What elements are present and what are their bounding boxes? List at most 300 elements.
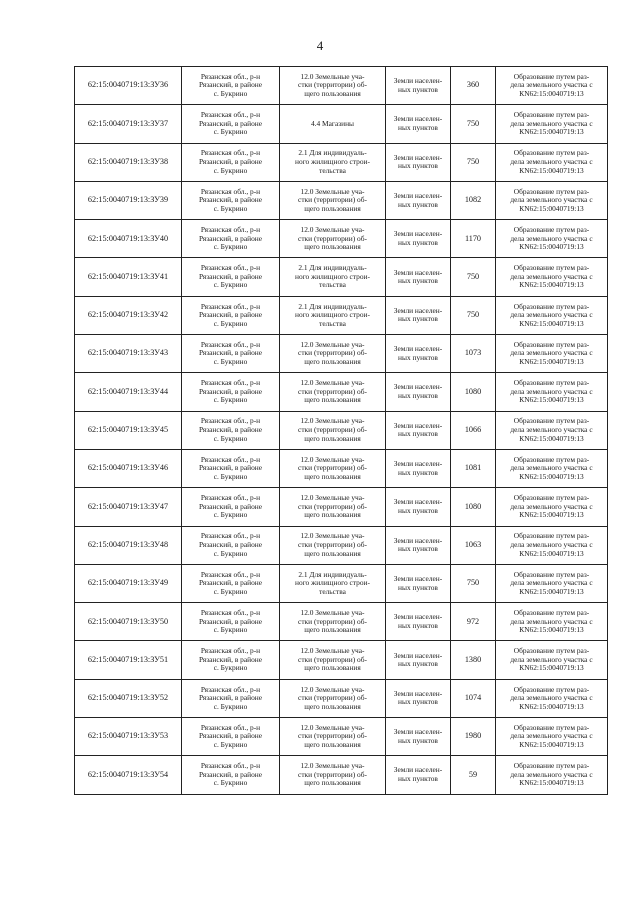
formation-method-cell-line: Образование путем раз- xyxy=(513,186,590,196)
formation-method-cell xyxy=(496,373,608,411)
permitted-use-cell-line: щего пользования xyxy=(304,88,361,98)
address-cell-line: Рязанская обл., р-н xyxy=(200,186,261,196)
land-category-cell-line: ных пунктов xyxy=(398,84,438,94)
permitted-use-cell-line: 12.0 Земельные уча- xyxy=(300,607,365,617)
permitted-use-cell xyxy=(280,564,386,602)
address-cell xyxy=(182,679,280,717)
formation-method-cell-line: КN62:15:0040719:13 xyxy=(519,663,584,673)
formation-method-cell-line: КN62:15:0040719:13 xyxy=(519,242,584,252)
permitted-use-cell-line: щего пользования xyxy=(304,778,361,788)
permitted-use-cell-line: 12.0 Земельные уча- xyxy=(300,224,365,234)
land-category-cell xyxy=(386,220,451,258)
formation-method-cell xyxy=(496,526,608,564)
formation-method-cell-line: Образование путем раз- xyxy=(513,493,590,503)
address-cell xyxy=(182,143,280,181)
address-cell-line: Рязанский, в районе xyxy=(198,731,263,741)
land-category-cell-line: ных пунктов xyxy=(398,276,438,286)
address-cell-line: Рязанская обл., р-н xyxy=(200,263,261,273)
land-category-cell-line: Земли населен- xyxy=(393,612,443,622)
address-cell-line: с. Букрино xyxy=(213,88,248,98)
address-cell xyxy=(182,756,280,794)
address-cell-line: с. Букрино xyxy=(213,586,248,596)
permitted-use-cell-line: стки (территории) об- xyxy=(298,731,367,741)
land-category-cell-line: ных пунктов xyxy=(398,659,438,669)
cadastral-number-cell: 62:15:0040719:13:ЗУ36 xyxy=(75,67,182,105)
land-category-cell xyxy=(386,564,451,602)
permitted-use-cell xyxy=(280,373,386,411)
land-category-cell xyxy=(386,641,451,679)
address-cell-line: с. Букрино xyxy=(213,395,248,405)
permitted-use-cell-line: щего пользования xyxy=(304,433,361,443)
land-category-cell-line: ных пунктов xyxy=(398,161,438,171)
cadastral-number-cell: 62:15:0040719:13:ЗУ52 xyxy=(75,679,182,717)
formation-method-cell-line: Образование путем раз- xyxy=(513,378,590,388)
formation-method-cell-line: дела земельного участка с xyxy=(510,463,593,473)
cadastral-number-cell: 62:15:0040719:13:ЗУ46 xyxy=(75,449,182,487)
table-row xyxy=(75,679,608,717)
land-category-cell-line: Земли населен- xyxy=(393,76,443,86)
permitted-use-cell-line: 12.0 Земельные уча- xyxy=(300,646,365,656)
land-category-cell-line: Земли населен- xyxy=(393,459,443,469)
permitted-use-cell-line: стки (территории) об- xyxy=(298,233,367,243)
land-category-cell-line: Земли населен- xyxy=(393,727,443,737)
permitted-use-cell-line: 2.1 Для индивидуаль- xyxy=(298,301,367,311)
formation-method-cell-line: Образование путем раз- xyxy=(513,684,590,694)
formation-method-cell-line: Образование путем раз- xyxy=(513,224,590,234)
address-cell-line: Рязанская обл., р-н xyxy=(200,646,261,656)
permitted-use-cell xyxy=(280,449,386,487)
permitted-use-cell-line: щего пользования xyxy=(304,739,361,749)
land-category-cell-line: Земли населен- xyxy=(393,229,443,239)
formation-method-cell-line: дела земельного участка с xyxy=(510,386,593,396)
area-cell: 360 xyxy=(451,67,496,105)
area-cell: 1074 xyxy=(451,679,496,717)
formation-method-cell xyxy=(496,756,608,794)
area-cell: 1170 xyxy=(451,220,496,258)
address-cell-line: Рязанский, в районе xyxy=(198,654,263,664)
address-cell-line: Рязанский, в районе xyxy=(198,195,263,205)
address-cell-line: Рязанский, в районе xyxy=(198,80,263,90)
formation-method-cell-line: КN62:15:0040719:13 xyxy=(519,471,584,481)
permitted-use-cell-line: стки (территории) об- xyxy=(298,195,367,205)
formation-method-cell-line: дела земельного участка с xyxy=(510,233,593,243)
permitted-use-cell-line: щего пользования xyxy=(304,701,361,711)
formation-method-cell-line: Образование путем раз- xyxy=(513,607,590,617)
formation-method-cell-line: КN62:15:0040719:13 xyxy=(519,280,584,290)
address-cell-line: Рязанская обл., р-н xyxy=(200,531,261,541)
address-cell-line: с. Букрино xyxy=(213,433,248,443)
permitted-use-cell xyxy=(280,641,386,679)
permitted-use-cell-line: щего пользования xyxy=(304,510,361,520)
permitted-use-cell xyxy=(280,296,386,334)
land-category-cell xyxy=(386,679,451,717)
address-cell-line: Рязанский, в районе xyxy=(198,539,263,549)
land-category-cell-line: Земли населен- xyxy=(393,535,443,545)
address-cell xyxy=(182,718,280,756)
permitted-use-cell-line: ного жилищного строи- xyxy=(295,156,370,166)
land-category-cell xyxy=(386,603,451,641)
address-cell-line: Рязанский, в районе xyxy=(198,156,263,166)
address-cell-line: с. Букрино xyxy=(213,165,248,175)
address-cell-line: Рязанский, в районе xyxy=(198,310,263,320)
formation-method-cell-line: КN62:15:0040719:13 xyxy=(519,778,584,788)
land-category-cell-line: Земли населен- xyxy=(393,114,443,124)
formation-method-cell-line: КN62:15:0040719:13 xyxy=(519,203,584,213)
formation-method-cell-line: КN62:15:0040719:13 xyxy=(519,88,584,98)
formation-method-cell xyxy=(496,718,608,756)
formation-method-cell-line: дела земельного участка с xyxy=(510,654,593,664)
land-category-cell xyxy=(386,756,451,794)
permitted-use-cell-line: 12.0 Земельные уча- xyxy=(300,71,365,81)
address-cell-line: Рязанский, в районе xyxy=(198,693,263,703)
area-cell: 1066 xyxy=(451,411,496,449)
cadastral-number-cell: 62:15:0040719:13:ЗУ47 xyxy=(75,488,182,526)
address-cell xyxy=(182,105,280,143)
land-category-cell-line: ных пунктов xyxy=(398,199,438,209)
area-cell: 1082 xyxy=(451,181,496,219)
cadastral-number-cell: 62:15:0040719:13:ЗУ44 xyxy=(75,373,182,411)
permitted-use-cell-line: ного жилищного строи- xyxy=(295,310,370,320)
formation-method-cell-line: КN62:15:0040719:13 xyxy=(519,739,584,749)
land-category-cell-line: ных пунктов xyxy=(398,544,438,554)
formation-method-cell-line: дела земельного участка с xyxy=(510,425,593,435)
permitted-use-cell-line: стки (территории) об- xyxy=(298,348,367,358)
formation-method-cell-line: Образование путем раз- xyxy=(513,531,590,541)
land-category-cell xyxy=(386,143,451,181)
permitted-use-cell-line: тельства xyxy=(319,165,346,175)
address-cell xyxy=(182,564,280,602)
permitted-use-cell-line: стки (территории) об- xyxy=(298,425,367,435)
table-row xyxy=(75,641,608,679)
area-cell: 1080 xyxy=(451,373,496,411)
permitted-use-cell-line: 12.0 Земельные уча- xyxy=(300,454,365,464)
table-row xyxy=(75,603,608,641)
permitted-use-cell-line: ного жилищного строи- xyxy=(295,578,370,588)
formation-method-cell xyxy=(496,603,608,641)
land-category-cell-line: ных пунктов xyxy=(398,735,438,745)
land-category-cell-line: Земли населен- xyxy=(393,344,443,354)
address-cell-line: с. Букрино xyxy=(213,357,248,367)
permitted-use-cell xyxy=(280,526,386,564)
cadastral-number-cell: 62:15:0040719:13:ЗУ42 xyxy=(75,296,182,334)
land-category-cell xyxy=(386,296,451,334)
land-category-cell-line: ных пунктов xyxy=(398,773,438,783)
permitted-use-cell-line: щего пользования xyxy=(304,357,361,367)
permitted-use-cell-line: щего пользования xyxy=(304,663,361,673)
formation-method-cell-line: КN62:15:0040719:13 xyxy=(519,625,584,635)
area-cell: 750 xyxy=(451,105,496,143)
formation-method-cell-line: КN62:15:0040719:13 xyxy=(519,395,584,405)
formation-method-cell-line: КN62:15:0040719:13 xyxy=(519,433,584,443)
permitted-use-cell-line: 12.0 Земельные уча- xyxy=(300,416,365,426)
land-category-cell-line: Земли населен- xyxy=(393,305,443,315)
formation-method-cell xyxy=(496,296,608,334)
formation-method-cell-line: Образование путем раз- xyxy=(513,339,590,349)
area-cell: 972 xyxy=(451,603,496,641)
cadastral-number-cell: 62:15:0040719:13:ЗУ39 xyxy=(75,181,182,219)
address-cell-line: Рязанский, в районе xyxy=(198,271,263,281)
land-category-cell xyxy=(386,105,451,143)
address-cell xyxy=(182,181,280,219)
permitted-use-cell-line: ного жилищного строи- xyxy=(295,271,370,281)
permitted-use-cell xyxy=(280,756,386,794)
cadastral-number-cell: 62:15:0040719:13:ЗУ54 xyxy=(75,756,182,794)
permitted-use-cell-line: 12.0 Земельные уча- xyxy=(300,761,365,771)
permitted-use-cell xyxy=(280,679,386,717)
formation-method-cell-line: КN62:15:0040719:13 xyxy=(519,586,584,596)
land-category-cell xyxy=(386,488,451,526)
permitted-use-cell-line: щего пользования xyxy=(304,395,361,405)
formation-method-cell-line: Образование путем раз- xyxy=(513,301,590,311)
formation-method-cell-line: КN62:15:0040719:13 xyxy=(519,165,584,175)
permitted-use-cell-line: щего пользования xyxy=(304,242,361,252)
address-cell-line: с. Букрино xyxy=(213,203,248,213)
formation-method-cell xyxy=(496,335,608,373)
formation-method-cell-line: дела земельного участка с xyxy=(510,156,593,166)
permitted-use-cell-line: 12.0 Земельные уча- xyxy=(300,339,365,349)
permitted-use-cell xyxy=(280,67,386,105)
permitted-use-cell-line: 12.0 Земельные уча- xyxy=(300,722,365,732)
formation-method-cell-line: дела земельного участка с xyxy=(510,616,593,626)
address-cell-line: Рязанская обл., р-н xyxy=(200,378,261,388)
formation-method-cell xyxy=(496,488,608,526)
permitted-use-cell-line: 2.1 Для индивидуаль- xyxy=(298,148,367,158)
land-category-cell-line: ных пунктов xyxy=(398,697,438,707)
formation-method-cell-line: КN62:15:0040719:13 xyxy=(519,318,584,328)
land-category-cell xyxy=(386,411,451,449)
area-cell: 750 xyxy=(451,143,496,181)
cadastral-number-cell: 62:15:0040719:13:ЗУ49 xyxy=(75,564,182,602)
area-cell: 59 xyxy=(451,756,496,794)
formation-method-cell-line: дела земельного участка с xyxy=(510,271,593,281)
area-cell: 1980 xyxy=(451,718,496,756)
address-cell-line: Рязанская обл., р-н xyxy=(200,339,261,349)
table-row xyxy=(75,258,608,296)
formation-method-cell xyxy=(496,258,608,296)
formation-method-cell-line: Образование путем раз- xyxy=(513,148,590,158)
permitted-use-cell-line: стки (территории) об- xyxy=(298,386,367,396)
permitted-use-cell xyxy=(280,411,386,449)
land-category-cell xyxy=(386,258,451,296)
address-cell-line: Рязанский, в районе xyxy=(198,616,263,626)
address-cell-line: с. Букрино xyxy=(213,127,248,137)
address-cell xyxy=(182,411,280,449)
address-cell-line: с. Букрино xyxy=(213,318,248,328)
table-row xyxy=(75,411,608,449)
permitted-use-cell-line: стки (территории) об- xyxy=(298,769,367,779)
formation-method-cell-line: дела земельного участка с xyxy=(510,310,593,320)
land-category-cell-line: ных пунктов xyxy=(398,391,438,401)
permitted-use-cell xyxy=(280,258,386,296)
table-row xyxy=(75,296,608,334)
permitted-use-cell-line: 2.1 Для индивидуаль- xyxy=(298,569,367,579)
address-cell-line: Рязанская обл., р-н xyxy=(200,416,261,426)
permitted-use-cell-line: 12.0 Земельные уча- xyxy=(300,493,365,503)
permitted-use-cell xyxy=(280,181,386,219)
permitted-use-cell-line: тельства xyxy=(319,280,346,290)
address-cell-line: с. Букрино xyxy=(213,663,248,673)
permitted-use-cell-line: стки (территории) об- xyxy=(298,539,367,549)
address-cell-line: с. Букрино xyxy=(213,701,248,711)
land-category-cell xyxy=(386,67,451,105)
land-category-cell-line: ных пунктов xyxy=(398,352,438,362)
formation-method-cell xyxy=(496,181,608,219)
table-row xyxy=(75,564,608,602)
permitted-use-cell-line: 12.0 Земельные уча- xyxy=(300,186,365,196)
formation-method-cell-line: Образование путем раз- xyxy=(513,110,590,120)
table-row xyxy=(75,488,608,526)
formation-method-cell-line: Образование путем раз- xyxy=(513,646,590,656)
cadastral-number-cell: 62:15:0040719:13:ЗУ48 xyxy=(75,526,182,564)
permitted-use-cell-line: стки (территории) об- xyxy=(298,463,367,473)
table-row xyxy=(75,756,608,794)
address-cell-line: Рязанская обл., р-н xyxy=(200,110,261,120)
address-cell-line: Рязанская обл., р-н xyxy=(200,224,261,234)
formation-method-cell xyxy=(496,679,608,717)
address-cell-line: с. Букрино xyxy=(213,510,248,520)
permitted-use-cell-line: тельства xyxy=(319,586,346,596)
address-cell-line: с. Букрино xyxy=(213,739,248,749)
address-cell-line: с. Букрино xyxy=(213,242,248,252)
permitted-use-cell-line: стки (территории) об- xyxy=(298,80,367,90)
formation-method-cell-line: Образование путем раз- xyxy=(513,569,590,579)
table-row xyxy=(75,449,608,487)
address-cell xyxy=(182,641,280,679)
land-category-cell-line: ных пунктов xyxy=(398,122,438,132)
area-cell: 1080 xyxy=(451,488,496,526)
formation-method-cell-line: Образование путем раз- xyxy=(513,454,590,464)
land-category-cell-line: Земли населен- xyxy=(393,688,443,698)
address-cell xyxy=(182,373,280,411)
permitted-use-cell-line: стки (территории) об- xyxy=(298,654,367,664)
address-cell-line: Рязанская обл., р-н xyxy=(200,684,261,694)
table-row xyxy=(75,181,608,219)
address-cell xyxy=(182,220,280,258)
permitted-use-cell-line: 2.1 Для индивидуаль- xyxy=(298,263,367,273)
address-cell-line: с. Букрино xyxy=(213,548,248,558)
formation-method-cell-line: Образование путем раз- xyxy=(513,71,590,81)
address-cell-line: с. Букрино xyxy=(213,471,248,481)
land-category-cell-line: ных пунктов xyxy=(398,582,438,592)
address-cell xyxy=(182,258,280,296)
formation-method-cell-line: дела земельного участка с xyxy=(510,578,593,588)
table-row xyxy=(75,373,608,411)
formation-method-cell-line: КN62:15:0040719:13 xyxy=(519,548,584,558)
land-category-cell xyxy=(386,718,451,756)
formation-method-cell-line: Образование путем раз- xyxy=(513,263,590,273)
land-category-cell-line: Земли населен- xyxy=(393,650,443,660)
area-cell: 1073 xyxy=(451,335,496,373)
formation-method-cell xyxy=(496,105,608,143)
area-cell: 750 xyxy=(451,296,496,334)
formation-method-cell-line: дела земельного участка с xyxy=(510,195,593,205)
page-number: 4 xyxy=(316,38,324,53)
land-category-cell-line: ных пунктов xyxy=(398,429,438,439)
permitted-use-cell-line: стки (территории) об- xyxy=(298,693,367,703)
area-cell: 1063 xyxy=(451,526,496,564)
address-cell-line: Рязанская обл., р-н xyxy=(200,454,261,464)
formation-method-cell-line: КN62:15:0040719:13 xyxy=(519,127,584,137)
permitted-use-cell xyxy=(280,335,386,373)
address-cell xyxy=(182,67,280,105)
formation-method-cell-line: дела земельного участка с xyxy=(510,118,593,128)
permitted-use-cell-line: щего пользования xyxy=(304,548,361,558)
land-category-cell-line: Земли населен- xyxy=(393,152,443,162)
formation-method-cell-line: дела земельного участка с xyxy=(510,501,593,511)
cadastral-number-cell: 62:15:0040719:13:ЗУ43 xyxy=(75,335,182,373)
address-cell xyxy=(182,488,280,526)
table-row xyxy=(75,220,608,258)
address-cell-line: Рязанский, в районе xyxy=(198,578,263,588)
land-category-cell-line: Земли населен- xyxy=(393,573,443,583)
table-row xyxy=(75,718,608,756)
address-cell xyxy=(182,603,280,641)
permitted-use-cell-line: щего пользования xyxy=(304,203,361,213)
formation-method-cell xyxy=(496,411,608,449)
address-cell-line: Рязанская обл., р-н xyxy=(200,493,261,503)
address-cell xyxy=(182,449,280,487)
cadastral-number-cell: 62:15:0040719:13:ЗУ53 xyxy=(75,718,182,756)
permitted-use-cell xyxy=(280,718,386,756)
table-row xyxy=(75,143,608,181)
address-cell-line: Рязанская обл., р-н xyxy=(200,761,261,771)
formation-method-cell xyxy=(496,564,608,602)
land-category-cell xyxy=(386,181,451,219)
formation-method-cell xyxy=(496,641,608,679)
table-row xyxy=(75,67,608,105)
address-cell-line: Рязанская обл., р-н xyxy=(200,148,261,158)
address-cell-line: Рязанский, в районе xyxy=(198,118,263,128)
formation-method-cell-line: КN62:15:0040719:13 xyxy=(519,357,584,367)
land-category-cell xyxy=(386,335,451,373)
formation-method-cell-line: Образование путем раз- xyxy=(513,722,590,732)
permitted-use-cell-line: тельства xyxy=(319,318,346,328)
address-cell-line: Рязанский, в районе xyxy=(198,233,263,243)
land-category-cell-line: ных пунктов xyxy=(398,620,438,630)
address-cell-line: Рязанский, в районе xyxy=(198,386,263,396)
permitted-use-cell xyxy=(280,220,386,258)
permitted-use-cell-line: 12.0 Земельные уча- xyxy=(300,531,365,541)
formation-method-cell-line: КN62:15:0040719:13 xyxy=(519,510,584,520)
land-category-cell-line: Земли населен- xyxy=(393,497,443,507)
land-category-cell xyxy=(386,526,451,564)
land-category-cell xyxy=(386,449,451,487)
formation-method-cell xyxy=(496,220,608,258)
formation-method-cell-line: дела земельного участка с xyxy=(510,693,593,703)
address-cell-line: Рязанская обл., р-н xyxy=(200,607,261,617)
land-category-cell-line: ных пунктов xyxy=(398,314,438,324)
permitted-use-cell-line: стки (территории) об- xyxy=(298,616,367,626)
address-cell-line: Рязанская обл., р-н xyxy=(200,569,261,579)
address-cell-line: Рязанский, в районе xyxy=(198,501,263,511)
land-category-cell xyxy=(386,373,451,411)
table-row xyxy=(75,335,608,373)
permitted-use-cell-line: 12.0 Земельные уча- xyxy=(300,684,365,694)
address-cell xyxy=(182,296,280,334)
land-category-cell-line: Земли населен- xyxy=(393,765,443,775)
formation-method-cell-line: дела земельного участка с xyxy=(510,80,593,90)
land-category-cell-line: ных пунктов xyxy=(398,467,438,477)
area-cell: 750 xyxy=(451,258,496,296)
formation-method-cell xyxy=(496,67,608,105)
area-cell: 1380 xyxy=(451,641,496,679)
permitted-use-cell-line: щего пользования xyxy=(304,625,361,635)
land-category-cell-line: Земли населен- xyxy=(393,382,443,392)
land-category-cell-line: ных пунктов xyxy=(398,505,438,515)
address-cell-line: Рязанский, в районе xyxy=(198,425,263,435)
permitted-use-cell-line: щего пользования xyxy=(304,471,361,481)
address-cell-line: с. Букрино xyxy=(213,778,248,788)
